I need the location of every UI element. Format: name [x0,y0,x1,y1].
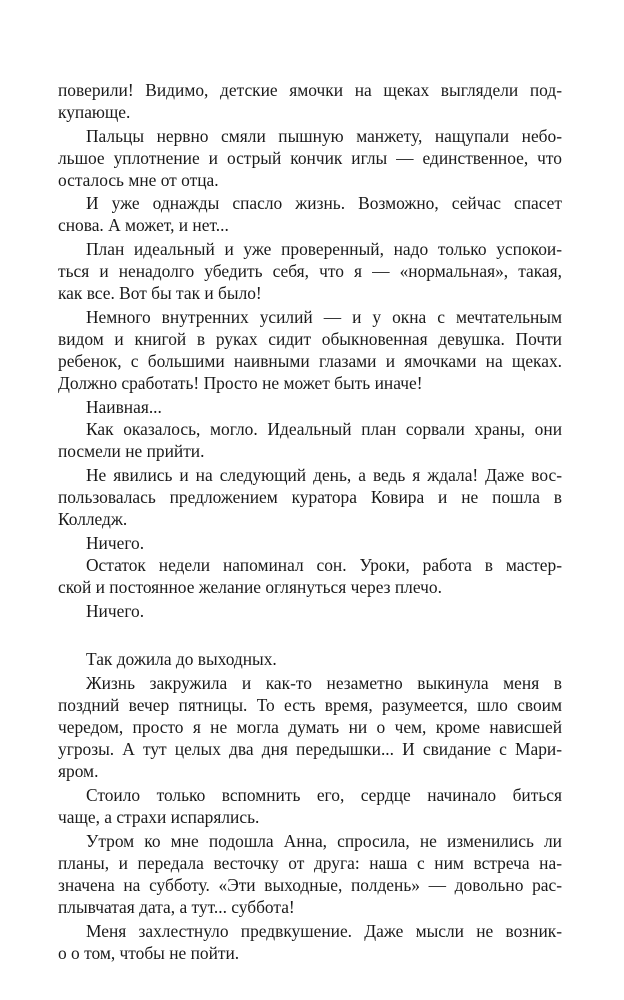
text-line: План идеальный и уже проверенный, надо только успокои- [86,239,562,259]
text-line: посмели не прийти. [58,441,205,461]
text-line: видом и книгой в руках сидит обыкновенная девушка. Почти [58,329,562,349]
text-line: чаще, а страхи испарялись. [58,807,260,827]
text-line: снова. А может, и нет... [58,215,229,235]
text-line: поздний вечер пятницы. То есть время, разумеется, шло своим [58,695,562,715]
text-line: Немного внутренних усилий — и у окна с мечтательным [86,307,562,327]
text-line: И уже однажды спасло жизнь. Возможно, сейчас спасет [86,193,562,213]
text-line: Колледж. [58,509,128,529]
text-line: Остаток недели напоминал сон. Уроки, работа в мастер- [86,555,562,575]
text-line: Жизнь закружила и как-то незаметно выкинула меня в [86,673,562,693]
text-line: Как оказалось, могло. Идеальный план сорвали храны, они [86,419,562,439]
text-line: угрозы. А тут целых два дня передышки... И свидание с Мари- [58,739,562,759]
text-line: ться и ненадолго убедить себя, что я — «нормальная», такая, [58,261,562,281]
text-line: льшое уплотнение и острый кончик иглы — единственное, что [58,148,562,168]
text-line: поверили! Видимо, детские ямочки на щеках выглядели под- [58,80,562,100]
text-line: Утром ко мне подошла Анна, спросила, не изменились ли [86,831,562,851]
text-line: о о том, чтобы не пойти. [58,943,240,963]
text-line: Так дожила до выходных. [86,649,277,669]
text-line: купающе. [58,102,131,122]
text-line: чередом, просто я не могла думать ни о чем, кроме нависшей [58,717,562,737]
text-line: значена на субботу. «Эти выходные, полдень» — довольно рас- [58,875,562,895]
text-line: ребенок, с большими наивными глазами и ямочками на щеках. [58,351,562,371]
text-line: яром. [58,761,99,781]
text-line: Наивная... [86,397,162,417]
text-line: пользовалась предложением куратора Ковира и не пошла в [58,487,562,507]
text-line: Должно сработать! Просто не может быть иначе! [58,373,423,393]
text-line: Ничего. [86,533,145,553]
text-line: Стоило только вспомнить его, сердце начинало биться [86,785,562,805]
text-line: осталось мне от отца. [58,170,219,190]
text-line: как все. Вот бы так и было! [58,283,262,303]
text-line: планы, и передала весточку от друга: наша с ним встреча на- [58,853,562,873]
text-line: плывчатая дата, а тут... суббота! [58,897,295,917]
text-line: Меня захлестнуло предвкушение. Даже мысли не возник- [86,921,562,941]
text-line: Ничего. [86,601,145,621]
text-line: ской и постоянное желание оглянуться через плечо. [58,577,442,597]
text-line: Не явились и на следующий день, а ведь я ждала! Даже вос- [86,465,562,485]
text-line: Пальцы нервно смяли пышную манжету, нащупали небо- [86,126,562,146]
